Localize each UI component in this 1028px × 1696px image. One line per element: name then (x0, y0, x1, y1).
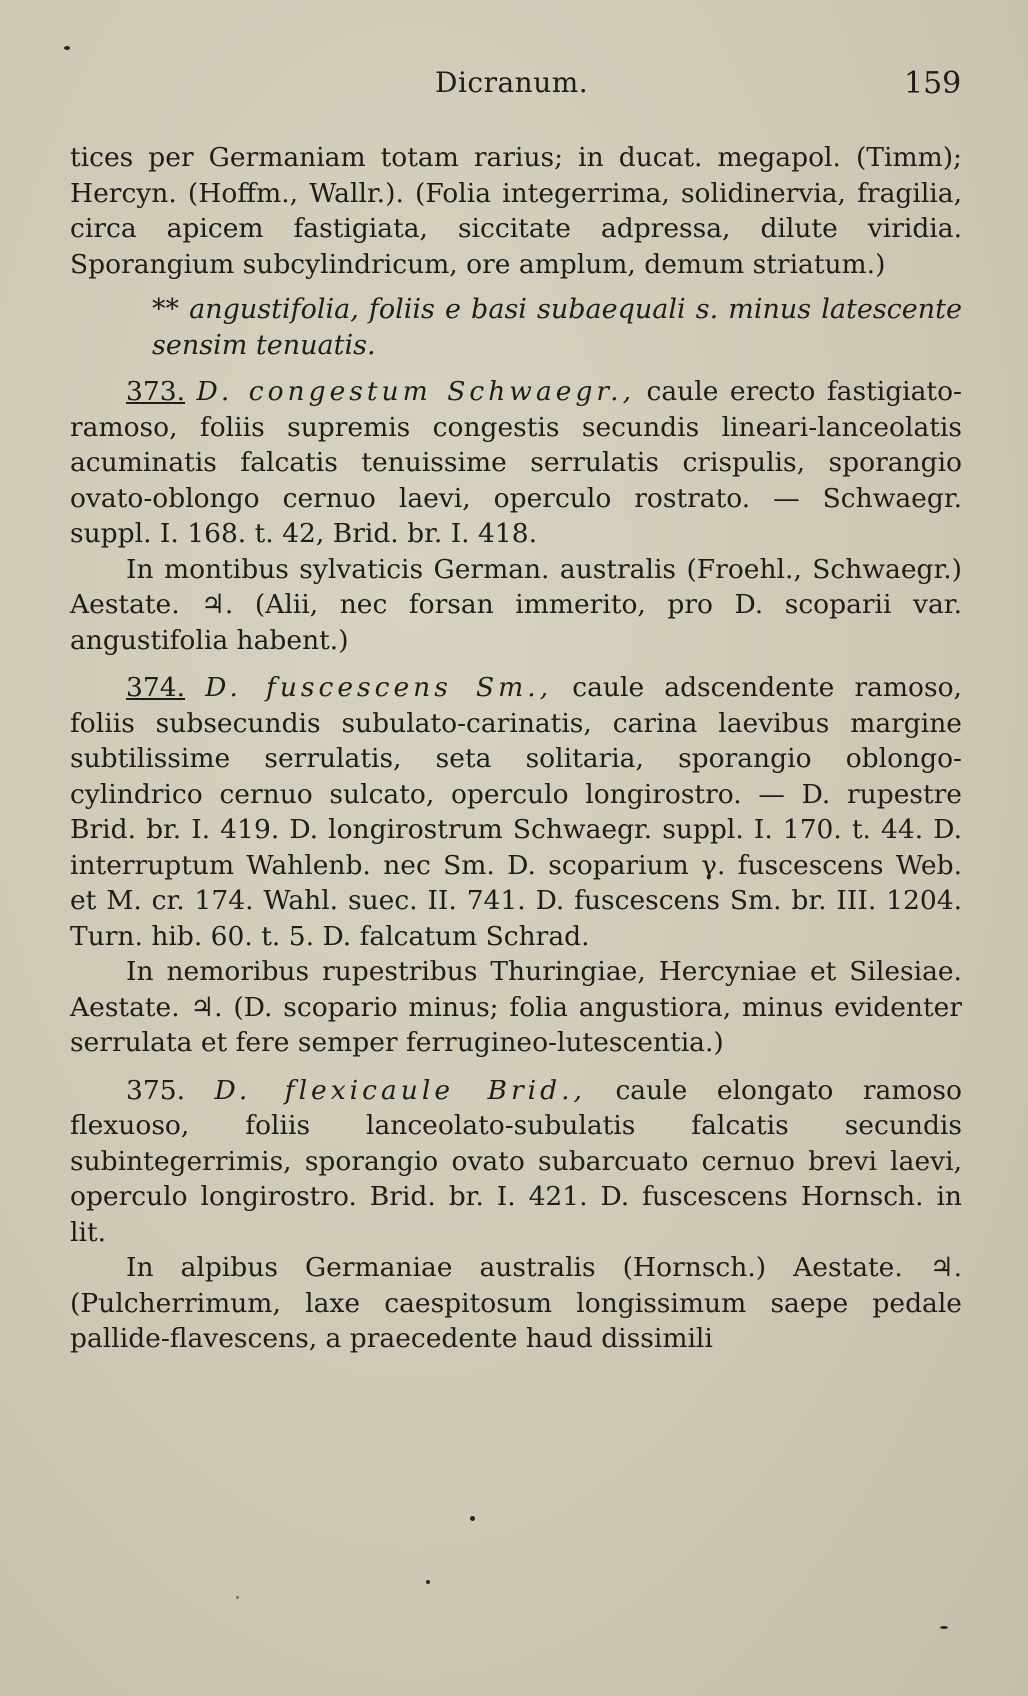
species-entry-375 (70, 1073, 962, 1251)
entry-number: 373. (126, 376, 186, 407)
page-header (0, 66, 1028, 106)
paper-speck (426, 1580, 430, 1584)
habitat-373: In montibus sylvaticis German. australis (Froehl., Schwaegr.) Aestate. ♃. (Alii, nec forsan immerito, pro D. scoparii var. angustifolia habent.) (70, 553, 962, 656)
habitat-374: In nemoribus rupestribus Thuringiae, Hercyniae et Silesiae. Aestate. ♃. (D. scopario minus; folia angustiora, minus evidenter serrulata et fere semper ferrugineo-lutescentia.) (70, 956, 962, 1058)
species-name: D. congestum Schwaegr., (196, 376, 636, 407)
habitat-375: In alpibus Germaniae australis (Hornsch.) Aestate. ♃. (Pulcherrimum, laxe caespitosum longissimum saepe pedale pallide-flavescens, a praecedente haud dissimili (70, 1252, 962, 1354)
running-title: Dicranum. (435, 66, 589, 99)
paper-speck (940, 1626, 948, 1629)
entry-number: 375. (126, 1074, 186, 1106)
species-entry-373 (70, 374, 962, 552)
species-entry-374 (70, 670, 962, 954)
section-subheading: ** angustifolia, foliis e basi subaequali s. minus latescente sensim tenuatis. (152, 294, 962, 361)
page-number: 159 (904, 66, 962, 101)
species-description: caule erecto fastigiato-ramoso, foliis supremis congestis secundis lineari-lanceolatis acuminatis falcatis tenuissime serrulatis crispulis, sporangio ovato-oblongo cernuo laevi, operculo rostrato. — Schwaegr. suppl. I. 168. t. 42, Brid. br. I. 418. (70, 376, 962, 549)
species-description: caule adscendente ramoso, foliis subsecundis subulato-carinatis, carina laevibus margine subtilissime serrulatis, seta solitaria, sporangio oblongo-cylindrico cernuo sulcato, operculo longirostro. — D. rupestre Brid. br. I. 419. D. longirostrum Schwaegr. suppl. I. 170. t. 44. D. interruptum Wahlenb. nec Sm. D. scoparium γ. fuscescens Web. et M. cr. 174. Wahl. suec. II. 741. D. fuscescens Sm. br. III. 1204. Turn. hib. 60. t. 5. D. falcatum Schrad. (70, 672, 962, 952)
entry-number: 374. (126, 672, 186, 703)
species-name: D. flexicaule Brid., (214, 1074, 586, 1106)
paper-speck (470, 1516, 475, 1521)
paper-speck (64, 46, 70, 50)
species-description: caule elongato ramoso flexuoso, foliis lanceolato-subulatis falcatis secundis subintegerrimis, sporangio ovato subarcuato cernuo brevi laevi, operculo longirostro. Brid. br. I. 421. D. fuscescens Hornsch. in lit. (70, 1074, 962, 1248)
paragraph-continuation: tices per Germaniam totam rarius; in ducat. megapol. (Timm); Hercyn. (Hoffm., Wallr.). (Folia integerrima, solidinervia, fragilia, circa apicem fastigiata, siccitate adpressa, dilute viridia. Sporangium subcylindricum, ore amplum, demum striatum.) (70, 142, 962, 280)
paper-speck (236, 1596, 239, 1599)
species-name: D. fuscescens Sm., (205, 672, 553, 703)
body-text (70, 140, 962, 1357)
